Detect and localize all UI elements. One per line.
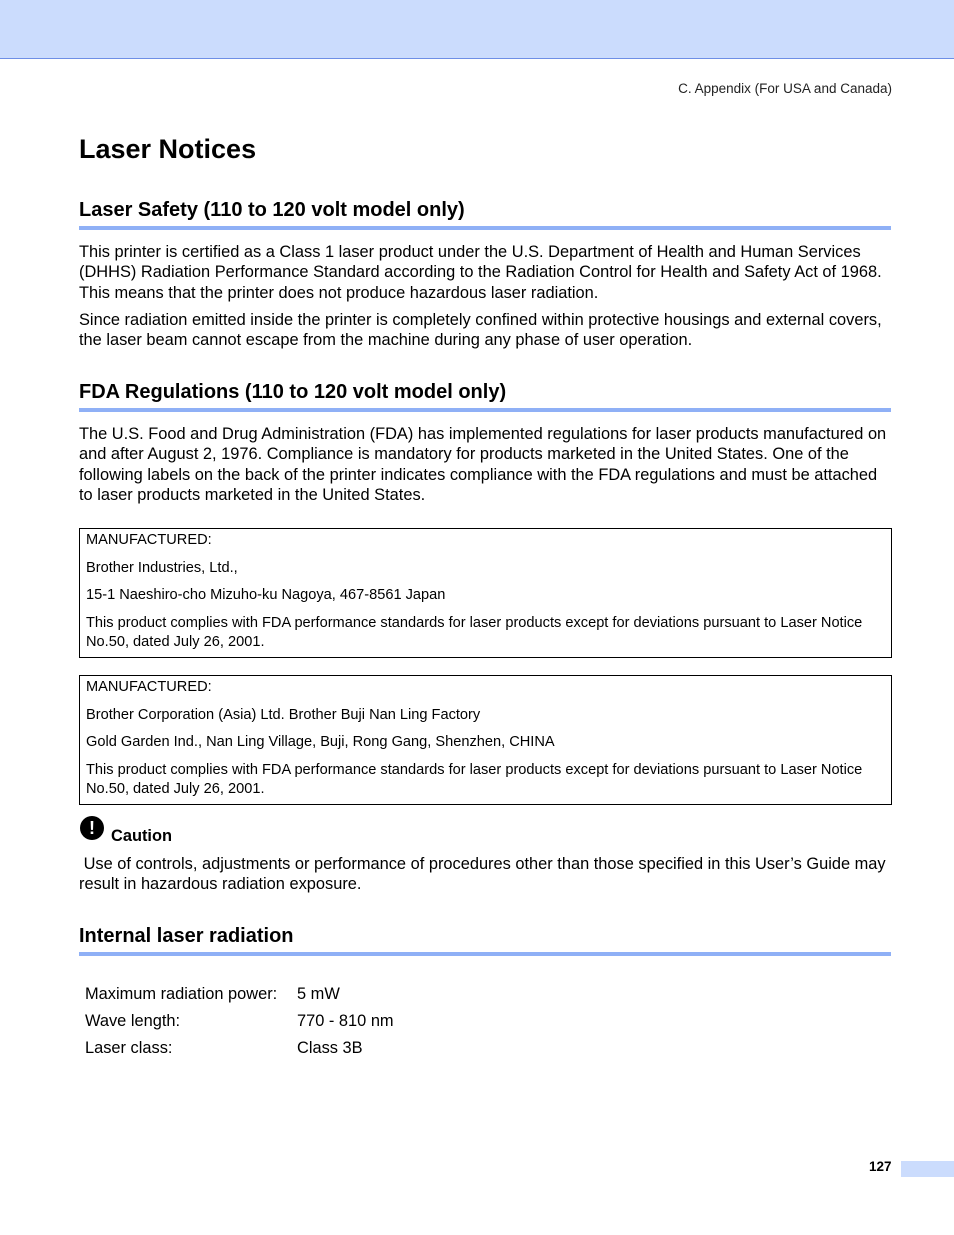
label-line: Gold Garden Ind., Nan Ling Village, Buji, Rong Gang, Shenzhen, CHINA xyxy=(86,734,555,750)
spec-row xyxy=(85,982,394,1009)
caution-label: Caution xyxy=(111,827,173,845)
label-line: This product complies with FDA performance standards for laser products except for deviations pursuant to Laser Notice No.50, dated July 26, 2001. xyxy=(86,614,863,650)
internal-radiation-heading: Internal laser radiation xyxy=(79,925,891,956)
running-head: C. Appendix (For USA and Canada) xyxy=(678,81,892,96)
laser-safety-paragraph-2: Since radiation emitted inside the printer is completely confined within protective housings and external covers, the laser beam cannot escape from the machine during any phase of user operation. xyxy=(79,311,882,350)
page-corner-tab xyxy=(901,1161,954,1177)
spec-row xyxy=(85,1036,394,1063)
fda-paragraph: The U.S. Food and Drug Administration (FDA) has implemented regulations for laser products manufactured on and after August 2, 1976. Compliance is mandatory for products marketed in the United States. One of the following labels on the back of the printer indicates compliance with the FDA regulations and must be attached to laser products marketed in the United States. xyxy=(79,425,887,504)
spec-value: 5 mW xyxy=(297,985,340,1003)
laser-safety-paragraph-1: This printer is certified as a Class 1 laser product under the U.S. Department of Health and Human Services (DHHS) Radiation Performance Standard according to the Radiation Control for Health and Safety Act of 1968. This means that the printer does not produce hazardous laser radiation. xyxy=(79,243,882,302)
header-band xyxy=(0,0,954,59)
caution-text: Use of controls, adjustments or performance of procedures other than those specified in this User’s Guide may result in hazardous radiation exposure. xyxy=(79,855,891,894)
label-line: This product complies with FDA performance standards for laser products except for deviations pursuant to Laser Notice No.50, dated July 26, 2001. xyxy=(86,761,863,797)
label-line: MANUFACTURED: xyxy=(86,532,212,548)
fda-heading: FDA Regulations (110 to 120 volt model only) xyxy=(79,381,891,412)
spec-value: Class 3B xyxy=(297,1039,363,1057)
label-line: 15-1 Naeshiro-cho Mizuho-ku Nagoya, 467-8561 Japan xyxy=(86,587,446,603)
laser-safety-heading: Laser Safety (110 to 120 volt model only) xyxy=(79,199,891,230)
spec-key: Laser class: xyxy=(85,1039,173,1057)
spec-key: Maximum radiation power: xyxy=(85,985,278,1003)
radiation-spec-table xyxy=(85,982,394,1063)
fda-label-china xyxy=(79,675,892,805)
page-number: 127 xyxy=(869,1159,892,1174)
label-line: Brother Industries, Ltd., xyxy=(86,559,238,576)
page-title: Laser Notices xyxy=(79,134,257,164)
caution-heading xyxy=(80,816,173,845)
label-line: Brother Corporation (Asia) Ltd. Brother Buji Nan Ling Factory xyxy=(86,706,481,723)
spec-value: 770 - 810 nm xyxy=(297,1012,394,1030)
fda-label-japan xyxy=(79,528,892,658)
label-line: MANUFACTURED: xyxy=(86,679,212,695)
exclamation-icon: ! xyxy=(80,816,104,840)
spec-key: Wave length: xyxy=(85,1012,181,1030)
spec-row xyxy=(85,1009,394,1036)
